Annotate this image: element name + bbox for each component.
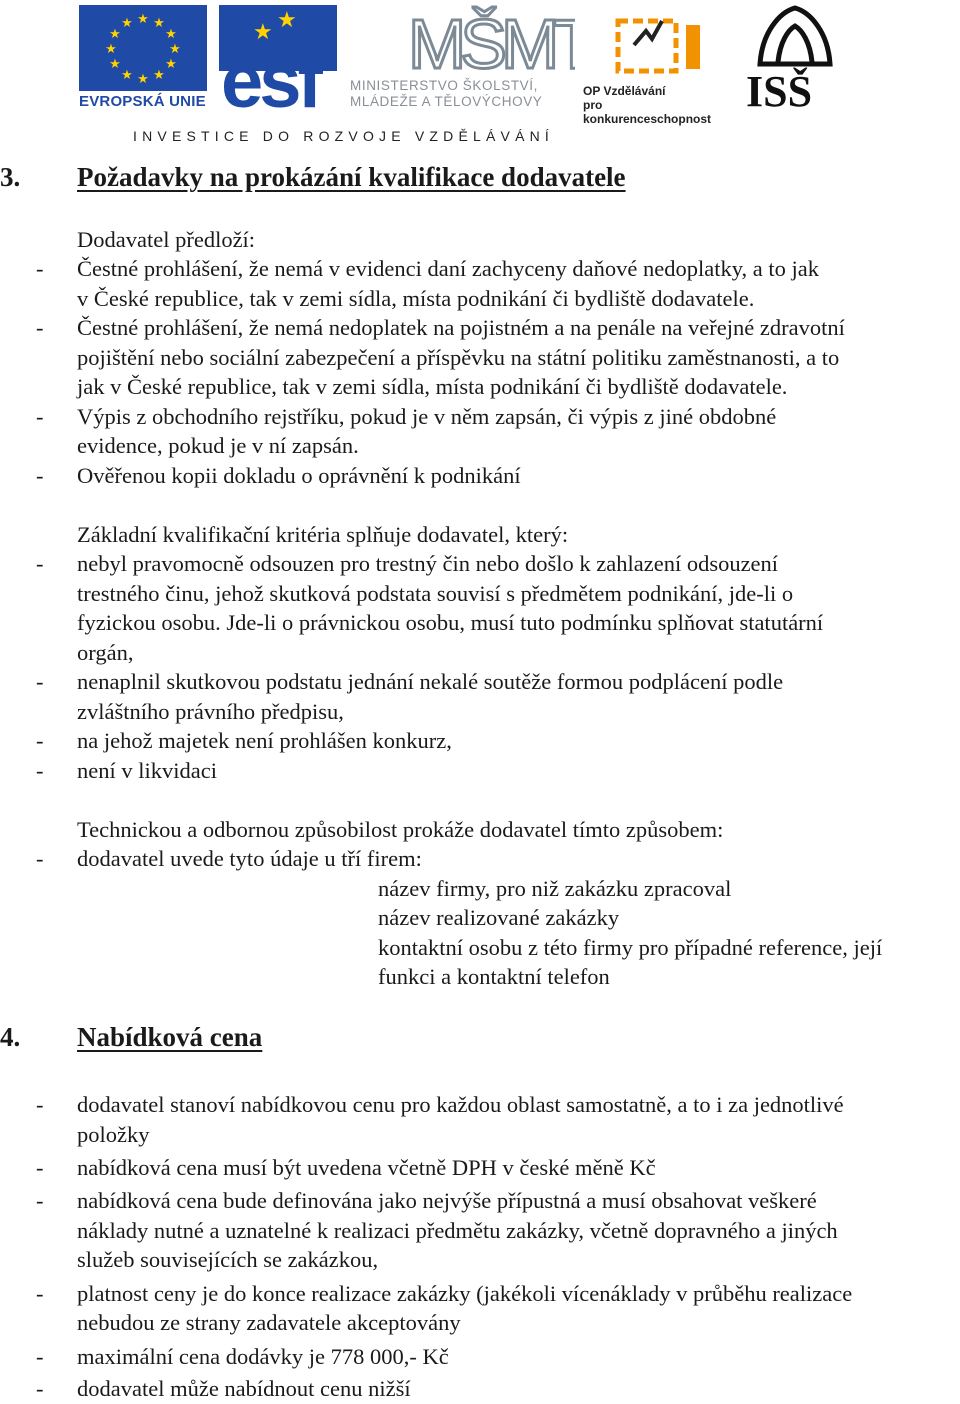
list1-line: v České republice, tak v zemi sídla, místa podnikání či bydliště dodavatele. [77,286,755,311]
bullet-dash: - [36,1188,44,1213]
svg-text:★: ★ [165,27,177,42]
bullet-dash: - [36,846,44,871]
section-4-title: Nabídková cena [77,1022,263,1052]
sub-item: kontaktní osobu z této firmy pro případné reference, její [378,935,883,960]
price-line: služeb souvisejících se zakázkou, [77,1247,379,1272]
svg-text:★: ★ [137,12,149,27]
op-icon [606,5,716,83]
bullet-dash: - [36,256,44,281]
esf-logo [219,5,337,109]
tagline: INVESTICE DO ROZVOJE VZDĚLÁVÁNÍ [133,128,555,144]
op-logo [606,5,716,83]
msmt-line-2: MLÁDEŽE A TĚLOVÝCHOVY [350,94,543,109]
price-line: dodavatel stanoví nabídkovou cenu pro každou oblast samostatně, a to i za jednotlivé [77,1092,844,1117]
svg-text:ISŠ: ISŠ [746,67,813,110]
msmt-line-1: MINISTERSTVO ŠKOLSTVÍ, [350,78,538,93]
price-line: platnost ceny je do konce realizace zakázky (jakékoli vícenáklady v průběhu realizace [77,1281,853,1306]
price-line: maximální cena dodávky je 778 000,- Kč [77,1344,449,1369]
list2-line: zvláštního právního předpisu, [77,699,344,724]
bullet-dash: - [36,669,44,694]
bullet-dash: - [36,1344,44,1369]
list1-line: Výpis z obchodního rejstříku, pokud je v něm zapsán, či výpis z jiné obdobné [77,404,777,429]
svg-text:★: ★ [169,42,181,57]
price-line: položky [77,1122,150,1147]
eu-stars-icon [79,5,207,91]
price-line: nabídková cena bude definována jako nejvýše přípustná a musí obsahovat veškeré [77,1188,817,1213]
price-line: nebudou ze strany zadavatele akceptovány [77,1310,461,1335]
svg-text:★: ★ [165,57,177,72]
list2-line: orgán, [77,640,134,665]
list2-line: nebyl pravomocně odsouzen pro trestný čin nebo došlo k zahlazení odsouzení [77,551,779,576]
list2-line: není v likvidaci [77,758,217,783]
list2-line: na jehož majetek není prohlášen konkurz, [77,728,452,753]
bullet-dash: - [36,551,44,576]
svg-text:★: ★ [277,8,297,33]
svg-text:★: ★ [105,42,117,57]
iss-logo [740,2,850,110]
sub-item: funkci a kontaktní telefon [378,964,610,989]
op-line-2: pro konkurenceschopnost [583,98,712,126]
op-label [583,84,733,126]
bullet-dash: - [36,404,44,429]
svg-text:★: ★ [109,27,121,42]
price-line: dodavatel může nabídnout cenu nižší [77,1376,411,1401]
list1-line: Ověřenou kopii dokladu o oprávnění k podnikání [77,463,521,488]
section-4-number: 4. [0,1022,21,1052]
esf-label: esf [221,39,319,109]
intro-technical: Technickou a odbornou způsobilost prokáže dodavatel tímto způsobem: [77,817,724,842]
list2-line: nenaplnil skutkovou podstatu jednání nekalé soutěže formou podplácení podle [77,669,784,694]
list1-line: Čestné prohlášení, že nemá v evidenci daní zachyceny daňové nedoplatky, a to jak [77,256,820,281]
bullet-dash: - [36,463,44,488]
price-line: nabídková cena musí být uvedena včetně DPH v české měně Kč [77,1155,656,1180]
svg-text:★: ★ [153,68,165,83]
list1-line: evidence, pokud je v ní zapsán. [77,433,359,458]
bullet-dash: - [36,728,44,753]
list1-line: Čestné prohlášení, že nemá nedoplatek na pojistném a na penále na veřejné zdravotní [77,315,845,340]
intro-basic-criteria: Základní kvalifikační kritéria splňuje dodavatel, který: [77,522,569,547]
op-line-1: OP Vzdělávání [583,84,666,98]
bullet-dash: - [36,758,44,783]
bullet-dash: - [36,1155,44,1180]
section-3-number: 3. [0,162,21,192]
section-3-title: Požadavky na prokázání kvalifikace dodavatele [77,162,626,192]
svg-text:★: ★ [253,20,273,45]
svg-text:★: ★ [121,16,133,31]
msmt-label [350,78,580,110]
list2-line: fyzickou osobu. Jde-li o právnickou osobu, musí tuto podmínku splňovat statutární [77,610,824,635]
bullet-dash: - [36,1092,44,1117]
svg-text:★: ★ [137,72,149,87]
bullet-dash: - [36,1281,44,1306]
svg-text:★: ★ [121,68,133,83]
logo-banner [0,0,960,150]
eu-flag-logo [79,5,207,91]
msmt-icon [350,2,575,78]
sub-item: název firmy, pro niž zakázku zpracoval [378,876,732,901]
bullet-dash: - [36,1376,44,1401]
sub-item: název realizované zakázky [378,905,620,930]
bullet-dash: - [36,315,44,340]
list1-line: jak v České republice, tak v zemi sídla, místa podnikání či bydliště dodavatele. [77,374,788,399]
eu-label: EVROPSKÁ UNIE [79,93,206,110]
svg-text:★: ★ [109,57,121,72]
price-line: náklady nutné a uznatelné k realizaci předmětu zakázky, včetně dopravného a jiných [77,1218,838,1243]
intro-supplier: Dodavatel předloží: [77,227,256,252]
svg-text:MŠMT: MŠMT [408,5,575,78]
list2-line: trestného činu, jehož skutková podstata souvisí s předmětem podnikání, jde-li o [77,581,794,606]
list3-line: dodavatel uvede tyto údaje u tří firem: [77,846,422,871]
esf-icon [219,5,337,109]
svg-text:★: ★ [153,16,165,31]
iss-building-icon [740,2,850,110]
list1-line: pojištění nebo sociální zabezpečení a příspěvku na státní politiku zaměstnanosti, a to [77,345,840,370]
